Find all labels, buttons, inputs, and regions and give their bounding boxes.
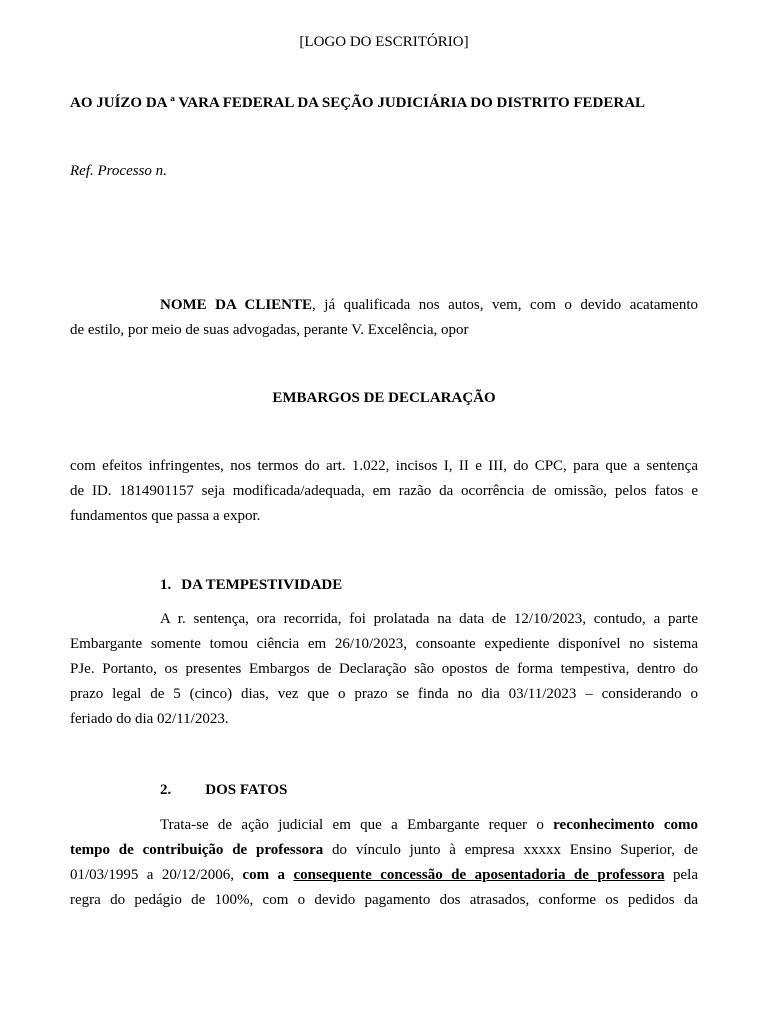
addressee-heading: AO JUÍZO DA ª VARA FEDERAL DA SEÇÃO JUDICIÁRIA DO DISTRITO FEDERAL (70, 95, 646, 111)
section-2-paragraph: Trata-se de ação judicial em que a Embargante requer o reconhecimento como tempo de contribuição de professora do vínculo junto à empresa xxxxx Ensino Superior, de 01/03/1995 a 20/12/2006, com a consequente concessão de aposentadoria de professora pela regra do pedágio de 100%, com o devido pagamento dos atrasados, conforme os pedidos da (70, 817, 699, 908)
client-name: NOME DA CLIENTE (160, 297, 313, 313)
process-reference: Ref. Processo n. (70, 163, 167, 179)
section-1-paragraph: A r. sentença, ora recorrida, foi prolatada na data de 12/10/2023, contudo, a parte Embargante somente tomou ciência em 26/10/2023, consoante expediente disponível no sistema PJe. Portanto, os presentes Embargos de Declaração são opostos de forma tempestiva, dentro do prazo legal de 5 (cinco) dias, vez que o prazo se finda no dia 03/11/2023 – considerando o feriado do dia 02/11/2023. (70, 611, 698, 727)
highlighted-request: consequente concessão de aposentadoria de professora (293, 867, 665, 883)
document-title: EMBARGOS DE DECLARAÇÃO (272, 390, 496, 406)
purpose-paragraph: com efeitos infringentes, nos termos do art. 1.022, incisos I, II e III, do CPC, para que a sentença de ID. 1814901157 seja modificada/adequada, em razão da ocorrência de omissão, pelos fatos e fundamentos que passa a expor. (70, 458, 698, 524)
logo-placeholder: [LOGO DO ESCRITÓRIO] (299, 34, 469, 50)
section-1-heading: 1. DA TEMPESTIVIDADE (160, 577, 343, 593)
intro-paragraph: NOME DA CLIENTE, já qualificada nos autos, vem, com o devido acatamento de estilo, por meio de suas advogadas, perante V. Excelência, opor (70, 297, 698, 338)
section-2-heading: 2. DOS FATOS (160, 782, 288, 798)
